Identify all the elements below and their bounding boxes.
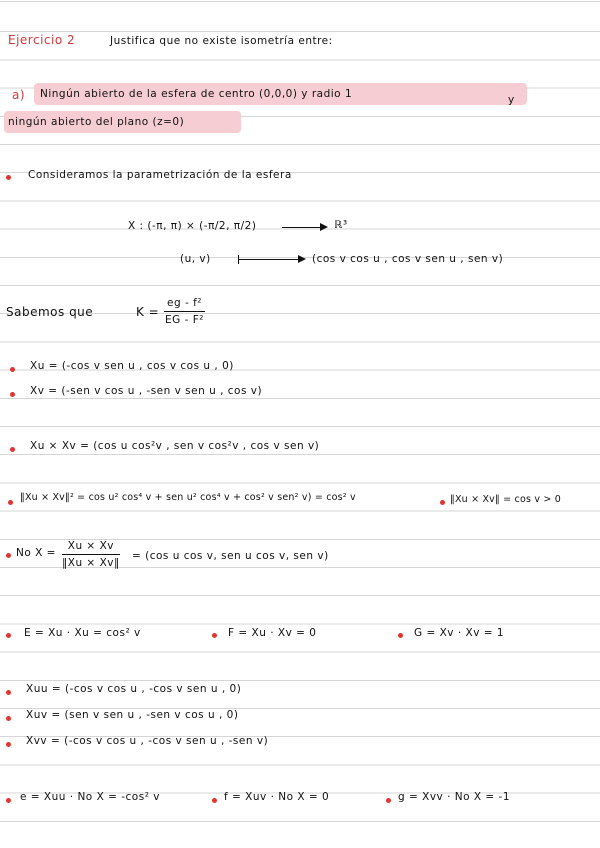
- param-intro: Consideramos la parametrización de la esfera: [28, 169, 292, 181]
- bullet-dot: [6, 175, 11, 180]
- cross-product-line: Xu × Xv = (cos u cos²v , sen v cos²v , cos v sen v): [30, 440, 320, 452]
- sabemos-que: Sabemos que: [6, 305, 94, 319]
- bullet-dot: [10, 392, 15, 397]
- bullet-dot: [212, 633, 217, 638]
- param-domain-point: (u, v): [180, 253, 211, 265]
- f-coefficient: f = Xuv · No X = 0: [224, 791, 330, 803]
- part-a-label: a): [12, 88, 26, 102]
- bullet-dot: [6, 716, 11, 721]
- norm-line: ‖Xu × Xv‖ = cos v > 0: [450, 494, 562, 505]
- normal-lhs: No X =: [16, 547, 56, 559]
- param-image: (cos v cos u , cos v sen u , sen v): [312, 253, 504, 265]
- xu-line: Xu = (-cos v sen u , cos v cos u , 0): [30, 360, 234, 372]
- xuu-line: Xuu = (-cos v cos u , -cos v sen u , 0): [26, 683, 242, 695]
- F-coefficient: F = Xu · Xv = 0: [228, 627, 317, 639]
- curvature-numerator: eg - f²: [164, 297, 205, 312]
- normal-numerator: Xu × Xv: [62, 540, 120, 555]
- G-coefficient: G = Xv · Xv = 1: [414, 627, 505, 639]
- part-a-line1: Ningún abierto de la esfera de centro (0,0,0) y radio 1: [40, 88, 353, 100]
- bullet-dot: [6, 742, 11, 747]
- normal-fraction: [62, 540, 120, 569]
- xuv-line: Xuv = (sen v sen u , -sen v cos u , 0): [26, 709, 239, 721]
- g-coefficient: g = Xvv · No X = -1: [398, 791, 511, 803]
- part-a-line2: ningún abierto del plano (z=0): [8, 116, 185, 128]
- bullet-dot: [10, 367, 15, 372]
- xvv-line: Xvv = (-cos v cos u , -cos v sen u , -sen v): [26, 735, 269, 747]
- e-coefficient: e = Xuu · No X = -cos² v: [20, 791, 160, 803]
- param-map: X : (-π, π) × (-π/2, π/2): [128, 220, 257, 232]
- bullet-dot: [10, 447, 15, 452]
- curvature-denominator: EG - F²: [165, 314, 204, 326]
- norm-squared-line: ‖Xu × Xv‖² = cos u² cos⁴ v + sen u² cos⁴ v + cos² v sen² v) = cos² v: [20, 492, 356, 503]
- bullet-dot: [440, 500, 445, 505]
- bullet-dot: [6, 553, 11, 558]
- part-a-connector: y: [508, 94, 515, 106]
- xv-line: Xv = (-sen v cos u , -sen v sen u , cos v): [30, 385, 263, 397]
- param-target: ℝ³: [334, 219, 348, 231]
- bullet-dot: [6, 633, 11, 638]
- bullet-dot: [398, 633, 403, 638]
- map-arrow-head: [320, 223, 328, 231]
- exercise-statement: Justifica que no existe isometría entre:: [110, 35, 333, 47]
- E-coefficient: E = Xu · Xu = cos² v: [24, 627, 141, 639]
- curvature-fraction: [164, 297, 205, 326]
- bullet-dot: [386, 798, 391, 803]
- bullet-dot: [212, 798, 217, 803]
- mapsto-line: [238, 259, 300, 260]
- exercise-title: Ejercicio 2: [8, 33, 76, 47]
- mapsto-head: [298, 255, 306, 263]
- normal-rhs: = (cos u cos v, sen u cos v, sen v): [132, 550, 329, 562]
- map-arrow-line: [282, 227, 322, 228]
- bullet-dot: [8, 500, 13, 505]
- normal-denominator: ‖Xu × Xv‖: [62, 557, 120, 569]
- bullet-dot: [6, 690, 11, 695]
- bullet-dot: [6, 798, 11, 803]
- curvature-lhs: K =: [136, 305, 160, 319]
